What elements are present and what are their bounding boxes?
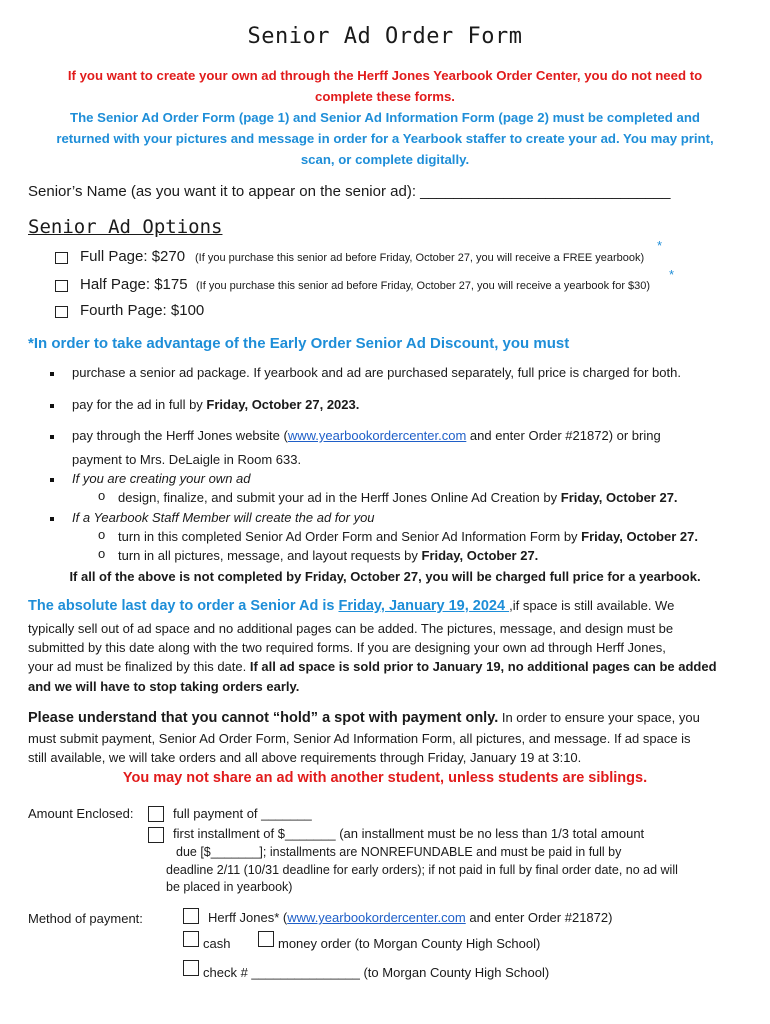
herff-jones-option: Herff Jones* (www.yearbookordercenter.com and enter Order #21872) (208, 910, 613, 925)
full-payment-checkbox[interactable] (148, 806, 164, 822)
first-installment-checkbox[interactable] (148, 827, 164, 843)
hold-line-2: must submit payment, Senior Ad Order Form, Senior Ad Information Form, all pictures, and message. If ad space is (28, 731, 691, 746)
intro-blue-line-3: scan, or complete digitally. (300, 152, 470, 167)
half-page-note: (If you purchase this senior ad before Friday, October 27, you will receive a yearbook for $30) (196, 280, 651, 292)
yearbook-order-center-link[interactable]: www.yearbookordercenter.com (287, 428, 467, 443)
intro-red-line-1: If you want to create your own ad through the Herff Jones Yearbook Order Center, you do not need to (67, 68, 703, 83)
early-bullet-5-sub-2: turn in all pictures, message, and layout requests by Friday, October 27. (118, 548, 539, 563)
early-bullet-2: pay for the ad in full by Friday, October 27, 2023. (72, 397, 360, 412)
full-page-asterisk: * (657, 238, 663, 253)
full-page-note: (If you purchase this senior ad before Friday, October 27, you will receive a FREE yearbook) (195, 252, 645, 264)
herff-jones-checkbox[interactable] (183, 908, 199, 924)
deadline-line-3: submitted by this date along with the two required forms. If you are designing your own ad through Herff Jones, (28, 640, 666, 655)
installment-deadline-note-1: deadline 2/11 (10/31 deadline for early orders); if not paid in full by final order date, no ad will (166, 863, 678, 877)
options-heading: Senior Ad Options (28, 216, 223, 238)
installment-due-note: due [$_______]; installments are NONREFUNDABLE and must be paid in full by (176, 845, 622, 859)
full-page-checkbox[interactable] (55, 252, 68, 264)
bullet-icon (50, 478, 54, 482)
early-closing-note: If all of the above is not completed by Friday, October 27, you will be charged full price for a yearbook. (69, 569, 701, 584)
installment-deadline-note-2: be placed in yearbook) (166, 880, 293, 894)
bullet-icon (50, 435, 54, 439)
hold-line-3: still available, we will take orders and all above requirements through Friday, January 19 at 3:10. (28, 750, 582, 765)
sub-bullet-marker: o (98, 488, 106, 503)
intro-red-line-2: complete these forms. (315, 89, 455, 104)
sub-bullet-marker: o (98, 546, 106, 561)
first-installment-field[interactable]: first installment of $_______ (an installment must be no less than 1/3 total amount (173, 826, 645, 841)
deadline-line-2: typically sell out of ad space and no additional pages can be added. The pictures, message, and design must be (28, 621, 674, 636)
senior-name-field[interactable]: Senior’s Name (as you want it to appear on the senior ad): ______________________________ (28, 183, 671, 200)
cash-checkbox[interactable] (183, 931, 199, 947)
full-payment-field[interactable]: full payment of _______ (173, 806, 312, 821)
deadline-line-1: The absolute last day to order a Senior Ad is Friday, January 19, 2024 ,if space is still available. We (28, 598, 675, 614)
cash-label: cash (203, 936, 231, 951)
half-page-label: Half Page: $175 (80, 276, 188, 293)
early-bullet-4-sub: design, finalize, and submit your ad in the Herff Jones Online Ad Creation by Friday, October 27. (118, 490, 678, 505)
sub-bullet-marker: o (98, 527, 106, 542)
share-warning: You may not share an ad with another student, unless students are siblings. (122, 770, 648, 786)
deadline-line-5: and we will have to stop taking orders early. (28, 679, 300, 694)
bullet-icon (50, 372, 54, 376)
bullet-icon (50, 517, 54, 521)
yearbook-order-center-link[interactable]: www.yearbookordercenter.com (287, 910, 466, 925)
intro-blue-line-1: The Senior Ad Order Form (page 1) and Senior Ad Information Form (page 2) must be completed and (70, 110, 700, 125)
early-discount-heading: *In order to take advantage of the Early Order Senior Ad Discount, you must (28, 335, 570, 352)
check-checkbox[interactable] (183, 960, 199, 976)
early-bullet-1: purchase a senior ad package. If yearbook and ad are purchased separately, full price is charged for both. (72, 365, 681, 380)
intro-blue-line-2: returned with your pictures and message in order for a Yearbook staffer to create your ad. You may print, (56, 131, 714, 146)
bullet-icon (50, 404, 54, 408)
amount-enclosed-label: Amount Enclosed: (28, 806, 134, 821)
money-order-label: money order (to Morgan County High School) (278, 936, 541, 951)
early-bullet-5: If a Yearbook Staff Member will create the ad for you (72, 510, 375, 525)
check-number-field[interactable]: check # _______________ (to Morgan County High School) (203, 965, 550, 980)
money-order-checkbox[interactable] (258, 931, 274, 947)
half-page-asterisk: * (669, 267, 675, 282)
half-page-checkbox[interactable] (55, 280, 68, 292)
early-bullet-3: pay through the Herff Jones website (www.yearbookordercenter.com and enter Order #21872) or bring (72, 428, 661, 443)
hold-line-1: Please understand that you cannot “hold” a spot with payment only. In order to ensure your space, you (28, 710, 700, 726)
payment-method-label: Method of payment: (28, 911, 143, 926)
deadline-line-4: your ad must be finalized by this date. If all ad space is sold prior to January 19, no additional pages can be added (28, 659, 717, 674)
full-page-label: Full Page: $270 (80, 248, 186, 265)
fourth-page-checkbox[interactable] (55, 306, 68, 318)
fourth-page-label: Fourth Page: $100 (80, 302, 205, 319)
early-bullet-5-sub-1: turn in this completed Senior Ad Order Form and Senior Ad Information Form by Friday, October 27. (118, 529, 698, 544)
page-title: Senior Ad Order Form (247, 24, 523, 49)
early-bullet-3-line-2: payment to Mrs. DeLaigle in Room 633. (72, 452, 302, 467)
early-bullet-4: If you are creating your own ad (72, 471, 251, 486)
